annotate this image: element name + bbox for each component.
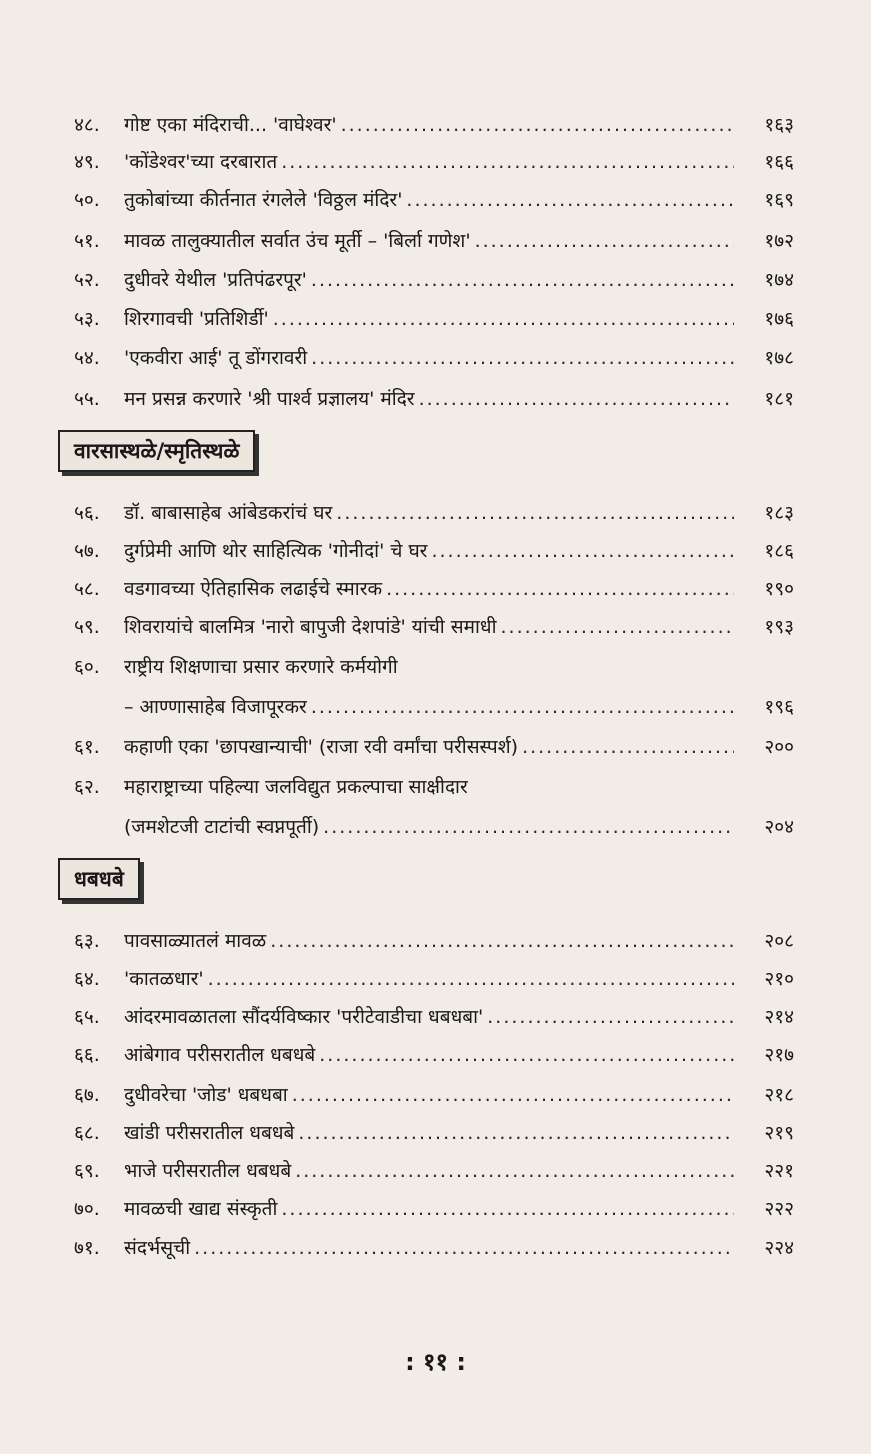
toc-entry[interactable] xyxy=(74,267,794,293)
toc-entry[interactable] xyxy=(74,306,794,332)
toc-entry[interactable] xyxy=(74,187,794,213)
leader-dots xyxy=(487,1004,734,1030)
entry-page: १९६ xyxy=(764,696,794,718)
toc-entry[interactable] xyxy=(74,966,794,992)
entry-title: संदर्भसूची xyxy=(124,1237,191,1259)
entry-page: १६६ xyxy=(764,151,794,173)
entry-title: 'एकवीरा आई' तू डोंगरावरी xyxy=(124,347,308,369)
entry-number: ५७. xyxy=(74,540,100,562)
entry-page: २०० xyxy=(764,736,794,758)
entry-page: २१७ xyxy=(764,1044,794,1066)
entry-title: 'कातळधार' xyxy=(124,968,204,990)
entry-title: दुर्गप्रेमी आणि थोर साहित्यिक 'गोनीदां' चे घर xyxy=(124,540,428,562)
entry-title: पावसाळ्यातलं मावळ xyxy=(124,930,267,952)
entry-number: ५०. xyxy=(74,189,100,211)
entry-number: ५३. xyxy=(74,308,100,330)
entry-title: दुधीवरेचा 'जोड' धबधबा xyxy=(124,1084,288,1106)
entry-number: ६१. xyxy=(74,736,100,758)
toc-entry[interactable] xyxy=(74,654,794,680)
entry-page: १७८ xyxy=(764,347,794,369)
leader-dots xyxy=(323,814,734,840)
entry-number: ६९. xyxy=(74,1160,100,1182)
toc-entry-continuation[interactable] xyxy=(74,694,794,720)
toc-entry[interactable] xyxy=(74,1158,794,1184)
entry-page: १६३ xyxy=(764,114,794,136)
toc-entry-continuation[interactable] xyxy=(74,814,794,840)
entry-page: २१४ xyxy=(764,1006,794,1028)
entry-title: भाजे परीसरातील धबधबे xyxy=(124,1160,292,1182)
entry-title: आंबेगाव परीसरातील धबधबे xyxy=(124,1044,316,1066)
leader-dots xyxy=(311,267,734,293)
entry-page: १८६ xyxy=(764,540,794,562)
toc-entry[interactable] xyxy=(74,500,794,526)
toc-entry[interactable] xyxy=(74,1042,794,1068)
leader-dots xyxy=(431,538,734,564)
entry-title: महाराष्ट्राच्या पहिल्या जलविद्युत प्रकल्पाचा साक्षीदार xyxy=(124,776,468,798)
toc-entry[interactable] xyxy=(74,576,794,602)
entry-title: तुकोबांच्या कीर्तनात रंगलेले 'विठ्ठल मंदिर' xyxy=(124,189,403,211)
entry-title: कहाणी एका 'छापखान्याची' (राजा रवी वर्मांचा परीसस्पर्श) xyxy=(124,736,519,758)
leader-dots xyxy=(292,1082,734,1108)
entry-title: गोष्ट एका मंदिराची... 'वाघेश्वर' xyxy=(124,114,337,136)
toc-entry[interactable] xyxy=(74,228,794,254)
entry-number: ७०. xyxy=(74,1198,100,1220)
leader-dots xyxy=(194,1235,734,1261)
entry-page: १९३ xyxy=(764,616,794,638)
entry-number: ५८. xyxy=(74,578,100,600)
leader-dots xyxy=(208,966,734,992)
entry-title: मावळची खाद्य संस्कृती xyxy=(124,1198,278,1220)
entry-title: दुधीवरे येथील 'प्रतिपंढरपूर' xyxy=(124,269,307,291)
toc-entry[interactable] xyxy=(74,1004,794,1030)
toc-entry[interactable] xyxy=(74,928,794,954)
entry-title-continuation: – आण्णासाहेब विजापूरकर xyxy=(124,696,307,718)
entry-page: १८१ xyxy=(764,388,794,410)
toc-entry[interactable] xyxy=(74,1235,794,1261)
entry-page: २१८ xyxy=(764,1084,794,1106)
entry-title: शिवरायांचे बालमित्र 'नारो बापुजी देशपांडे' यांची समाधी xyxy=(124,616,497,638)
toc-entry[interactable] xyxy=(74,149,794,175)
leader-dots xyxy=(406,187,734,213)
entry-title: 'कोंडेश्वर'च्या दरबारात xyxy=(124,151,278,173)
entry-title: मन प्रसन्न करणारे 'श्री पार्श्व प्रज्ञालय' मंदिर xyxy=(124,388,415,410)
entry-page: २१९ xyxy=(764,1122,794,1144)
entry-number: ६६. xyxy=(74,1044,100,1066)
leader-dots xyxy=(298,1120,734,1146)
leader-dots xyxy=(319,1042,734,1068)
entry-number: ६५. xyxy=(74,1006,100,1028)
leader-dots xyxy=(419,386,734,412)
toc-entry[interactable] xyxy=(74,1196,794,1222)
toc-entry[interactable] xyxy=(74,345,794,371)
leader-dots xyxy=(295,1158,734,1184)
entry-number: ७१. xyxy=(74,1237,100,1259)
entry-number: ६७. xyxy=(74,1084,100,1106)
entry-title-continuation: (जमशेटजी टाटांची स्वप्नपूर्ती) xyxy=(124,816,320,838)
entry-number: ६२. xyxy=(74,776,100,798)
toc-entry[interactable] xyxy=(74,774,794,800)
entry-number: ६०. xyxy=(74,656,100,678)
leader-dots xyxy=(273,306,734,332)
entry-page: २०८ xyxy=(764,930,794,952)
entry-title: शिरगावची 'प्रतिशिर्डी' xyxy=(124,308,269,330)
entry-number: ५१. xyxy=(74,230,100,252)
page-number-footer: : ११ : xyxy=(405,1348,466,1376)
entry-title: खांडी परीसरातील धबधबे xyxy=(124,1122,295,1144)
entry-number: ५९. xyxy=(74,616,100,638)
toc-entry[interactable] xyxy=(74,734,794,760)
toc-entry[interactable] xyxy=(74,538,794,564)
leader-dots xyxy=(270,928,734,954)
entry-title: राष्ट्रीय शिक्षणाचा प्रसार करणारे कर्मयोगी xyxy=(124,656,398,678)
entry-page: १६९ xyxy=(764,189,794,211)
entry-page: १७६ xyxy=(764,308,794,330)
entry-number: ६३. xyxy=(74,930,100,952)
entry-number: ४८. xyxy=(74,114,100,136)
entry-number: ५६. xyxy=(74,502,100,524)
toc-entry[interactable] xyxy=(74,1120,794,1146)
entry-title: वडगावच्या ऐतिहासिक लढाईचे स्मारक xyxy=(124,578,383,600)
entry-page: २२१ xyxy=(764,1160,794,1182)
leader-dots xyxy=(522,734,734,760)
entry-number: ५२. xyxy=(74,269,100,291)
entry-number: ५५. xyxy=(74,388,100,410)
entry-page: २२२ xyxy=(764,1198,794,1220)
entry-number: ४९. xyxy=(74,151,100,173)
leader-dots xyxy=(311,345,734,371)
section-heading-waterfalls: धबधबे xyxy=(58,858,140,900)
section-heading-heritage: वारसास्थळे/स्मृतिस्थळे xyxy=(58,430,255,472)
leader-dots xyxy=(341,112,734,138)
entry-page: २१० xyxy=(764,968,794,990)
entry-number: ५४. xyxy=(74,347,100,369)
leader-dots xyxy=(311,694,734,720)
entry-title: आंदरमावळातला सौंदर्यविष्कार 'परीटेवाडीचा धबधबा' xyxy=(124,1006,484,1028)
entry-title: मावळ तालुक्यातील सर्वात उंच मूर्ती – 'बिर्ला गणेश' xyxy=(124,230,471,252)
entry-page: २२४ xyxy=(764,1237,794,1259)
entry-number: ६४. xyxy=(74,968,100,990)
leader-dots xyxy=(386,576,734,602)
entry-page: १९० xyxy=(764,578,794,600)
leader-dots xyxy=(336,500,734,526)
entry-page: १८३ xyxy=(764,502,794,524)
leader-dots xyxy=(475,228,734,254)
entry-page: १७२ xyxy=(764,230,794,252)
leader-dots xyxy=(501,614,735,640)
toc-entry[interactable] xyxy=(74,112,794,138)
entry-page: १७४ xyxy=(764,269,794,291)
toc-entry[interactable] xyxy=(74,614,794,640)
entry-number: ६८. xyxy=(74,1122,100,1144)
leader-dots xyxy=(281,1196,734,1222)
entry-title: डॉ. बाबासाहेब आंबेडकरांचं घर xyxy=(124,502,333,524)
entry-page: २०४ xyxy=(764,816,794,838)
toc-entry[interactable] xyxy=(74,386,794,412)
toc-entry[interactable] xyxy=(74,1082,794,1108)
leader-dots xyxy=(281,149,734,175)
